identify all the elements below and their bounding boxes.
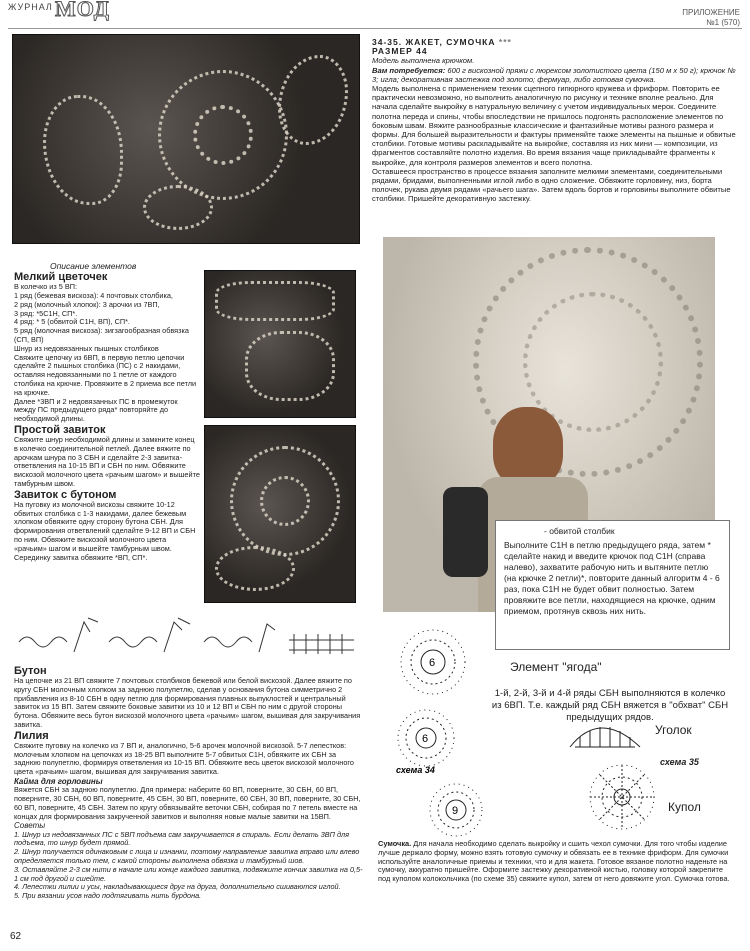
schema-34-label: схема 34 — [396, 765, 435, 775]
page-number: 62 — [10, 931, 22, 942]
bag-block — [378, 840, 736, 884]
dome-label: Купол — [668, 800, 701, 814]
article-size: РАЗМЕР 44 — [372, 46, 428, 57]
issue-info — [682, 8, 740, 28]
stitch-diagram — [14, 612, 359, 664]
flower-text: В колечко из 5 ВП: 1 ряд (бежевая вискоза): 4 почтовых столбика, 2 ряд (молочный хлопок): 3 арочки из 7ВП, 3 ряд: *5С1Н, СП*. 4 ряд: * 5 (обвитой С1Н, ВП), СП*. 5 ряд (молочная вискоза): зигзагообразная обвязка (СП, ВП) Шнур из недовязанных пышных столбиков Свяжите цепочку из 6ВП, в первую петлю цепочки сделайте 2 пышных столбика (ПС) с 2 накидами, оставляя недовязанными по 1 петле от каждого столбика на крючке. Провяжите в 2 приема все петли на крючке. Далее *3ВП и 2 недовязанных ПС в промежуток между ПС предыдущего ряда* повторяйте до необходимой длины. — [14, 282, 197, 424]
collar-title: Кайма для горловины — [14, 776, 103, 786]
magazine-label: ЖУРНАЛ — [8, 2, 53, 12]
difficulty-stars: *** — [498, 37, 512, 47]
magazine-logo: МОД — [55, 0, 110, 21]
materials: Вам потребуется: 600 г вискозной пряжи с люрексом золотистого цвета (150 м х 50 г); крючок № 3; игла; декоративная застежка под золото; фермуар, либо готовая сумочка. — [372, 65, 736, 84]
header-rule — [8, 28, 742, 29]
article-block — [372, 38, 740, 204]
corner-label: Уголок — [655, 723, 692, 737]
bud-curl-title: Завиток с бутоном — [14, 488, 117, 501]
flower-title: Мелкий цветочек — [14, 271, 108, 284]
article-title: 34-35. ЖАКЕТ, СУМОЧКА *** — [372, 37, 512, 47]
corner-stitches — [575, 727, 635, 747]
issue-number: №1 (570) — [706, 18, 740, 27]
lily-title: Лилия — [14, 729, 49, 742]
tips-title: Советы — [14, 821, 46, 831]
curl-text: Свяжите шнур необходимой длины и замкните конец в колечко соединительной петлей. Далее вяжите по арочкам шнура по 3 СБН и сделайте 2-3 завитка-ответвления на 10-15 ВП и СБН по ним. Обвяжите вискозой молочного цвета «рачьим шагом» и вышейте тамбурным швом. — [14, 434, 200, 488]
tips-text: 1. Шнур из недовязанных ПС с 5ВП подъема сам закручивается в спираль. Если делать 3ВП для подъема, то шнур будет прямой. 2. Шнур получается одинаковым с лица и изнанки, поэтому направление завитка вправо или влево определяется только тем, с какой стороны выполнена обвязка и тамбурный шов. 3. Оставляйте 2-3 см нити в начале или конце каждого завитка, подвяжите кончик завитка на 0,5-1 см под другой и сшейте. 4. Лепестки лилии и усы, накладывающиеся друг на друга, дополнительно сшиваются иглой. 5. При вязании усов надо подтягивать нить бурдона. — [14, 829, 363, 901]
bud-curl-text: На пуговку из молочной вискозы свяжите 10-12 обвитых столбика с 1-3 накидами, далее бежевым хлопком обвяжите одну сторону бутона СБН. Для формирования ответвлений сделайте 9-12 ВП и СБН по ним. Обвяжите вискозой молочного цвета «рачьим» шагом и вышейте тамбурным швом. Серединку завитка обвяжите *ВП, СП*. — [14, 499, 196, 562]
curl-photo — [204, 270, 356, 418]
supplement-label: ПРИЛОЖЕНИЕ — [682, 8, 740, 17]
bag-title: Сумочка. — [378, 839, 412, 848]
bud-photo — [204, 425, 356, 603]
collar-text: Вяжется СБН за заднюю полупетлю. Для примера: наберите 60 ВП, поверните, 30 СБН, 60 ВП, поверните, 30 СБН, 60 ВП, поверните, 45 СБН, 30 ВП, поверните, 60 СБН, 30 ВП, поверните, 30 СБН, 60 ВП, поверните, 45 СБН. Затем по кругу обвязывайте веточки СБН, собирая по 7 петель вместе на концах для формирования закрученной завитков и выполняя новые малые завитки на 15ВП. — [14, 785, 361, 821]
lily-text: Свяжите пуговку на колечко из 7 ВП и, аналогично, 5-6 арочек молочной вискозой. 5-7 лепестков: молочным хлопком на цепочках из 18-25 ВП выполните 5-7 обвитых С1Н, обвяжите их СБН за заднюю полупетлю, формируя ответвления из 10-15 ВП. Обвяжите весь цветок вискозой молочного цвета «рачьим» шагом, вышивая для закручивания завитка. — [14, 740, 354, 777]
twisted-stitch-title: - обвитой столбик — [544, 526, 615, 536]
bag-text: Сумочка. Для начала необходимо сделать выкройку и сшить чехол сумочки. Для того чтобы изделие лучше держало форму, можно взять готовую сумочку и обвязать ее в технике фриформ. Для сумочки используйте аналогичные приемы и техники, что и для жакета. Готовое вязаное полотно наденьте на сумочку, аккуратно пришейте. Оформите застежку декоративной кистью, головку которой закрепите под куполом колокольчика (по схеме 35) свяжите купол, затем от него довяжите угол. Сумочка готова. — [378, 839, 730, 884]
schema-35-label: схема 35 — [660, 757, 699, 767]
twisted-stitch-text: Выполните С1Н в петлю предыдущего ряда, затем * сделайте накид и введите крючок под С1Н (справа налево), захватите рабочую нить и вытяните петлю (на крючке 2 петли)*, повторите данный алгоритм 4 - 6 раз, пока С1Н не будет обвит полностью. Затем провяжите все петли, находящиеся на крючке, одним приемом, протянув сквозь них нить. — [504, 540, 720, 617]
elements-column — [14, 262, 200, 562]
curl-title: Простой завиток — [14, 423, 106, 436]
article-subtitle: Модель выполнена крючком. — [372, 56, 475, 66]
motifs-photo — [12, 34, 360, 244]
article-body-2: Оставшееся пространство в процессе вязания заполните мелкими элементами, соединительными рядами, бридами, выполненными иглой либо в одно сложение. Обвяжите горловину, низ, борта полочек, рукава двумя рядами «рачьего шага». Затем вдоль бортов и горловины выполните обвитые столбики. Пришейте декоративную застежку. — [372, 166, 731, 204]
berry-ring-2-label: 6 — [422, 733, 429, 745]
bud-title: Бутон — [14, 665, 47, 677]
berry-charts — [378, 620, 488, 838]
berry-ring-1-label: 6 — [429, 657, 436, 669]
twisted-stitch-box — [495, 520, 730, 650]
berry-title: Элемент "ягода" — [510, 660, 602, 674]
berry-ring-3-label: 9 — [452, 805, 459, 817]
berry-text: 1-й, 2-й, 3-й и 4-й ряды СБН выполняются в колечко из 6ВП. Т.е. каждый ряд СБН вяжется в "обхват" СБН предыдущих рядов. — [491, 688, 729, 723]
bud-text: На цепочке из 21 ВП свяжите 7 почтовых столбиков бежевой или белой вискозой. Далее вяжите по кругу СБН молочным хлопком за заднюю полупетлю, сделав у основания бутона симметрично 2 прибавления из 8-10 СБН в одну петлю для формирования плавных выпуклостей и центральный завиток из 15 ВП. Затем свяжите боковые завитки из 10 и 12 ВП и СБН по ним с другой стороны бутона. Обвяжите весь бутон вискозой молочного цвета «рачьим» шагом, вышивая для закручивания завитка. — [14, 676, 361, 729]
article-body: Модель выполнена с применением техник сцепного гипюрного кружева и фриформ. Повторить ее практически невозможно, но выполнить аналогичную по рисунку и технике вполне реально. Для начала сделайте выкройку в натуральную величину с учетом индивидуальных мерок. Соедините полотна переда и спины, чтобы впоследствии не пришлось подгонять расположение элементов по боковым швам. Вяжите разнообразные классические и фантазийные мотивы разного размера и формы. Для большей выразительности и фактуры применяйте также элементы на пышные и обвитые столбики. Готовые мотивы раскладывайте на выкройке, составляя из них мини — композиции, из фрагментов составляйте полотно изделия. Во время вязания чаще прикладывайте фрагменты к выкройке, для контроля размеров элементов и всего полотна. — [372, 84, 736, 167]
bottom-left-text — [14, 665, 364, 901]
elements-caption: Описание элементов — [50, 261, 137, 271]
